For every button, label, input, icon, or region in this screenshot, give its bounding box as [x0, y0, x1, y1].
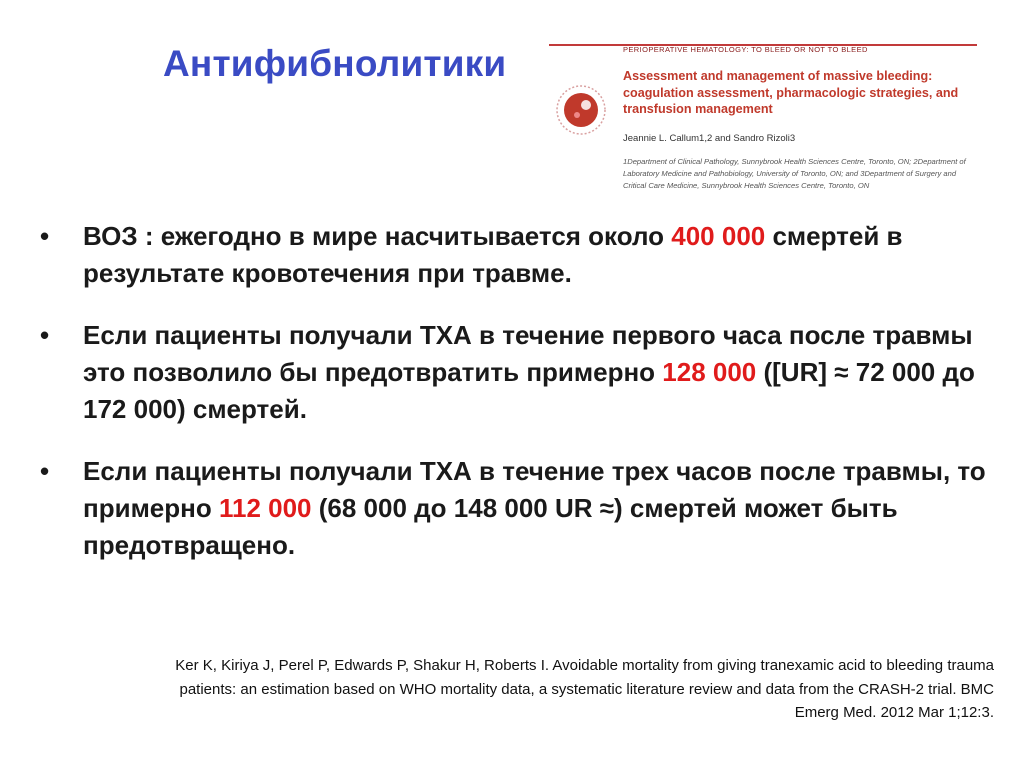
- article-authors: Jeannie L. Callum1,2 and Sandro Rizoli3: [623, 133, 796, 144]
- article-title: Assessment and management of massive bleeding: coagulation assessment, pharmacologic strategies, and transfusion management: [623, 69, 959, 116]
- article-affiliations: 1Department of Clinical Pathology, Sunnybrook Health Sciences Centre, Toronto, ON; 2Department of Laboratory Medicine and Pathobiology, University of Toronto, ON; and 3Department of Surgery and Critical Care Medicine, Sunnybrook Health Sciences Centre, Toronto, ON: [623, 157, 966, 190]
- bullet-item: [40, 453, 990, 564]
- bullet-highlight-number: 128 000: [662, 357, 757, 387]
- journal-series-label: PERIOPERATIVE HEMATOLOGY: TO BLEED OR NOT TO BLEED: [623, 45, 868, 54]
- bullet-text: смертей в результате кровотечения при травме.: [83, 221, 903, 288]
- bullet-text: Если пациенты получали ТХА в течение трех часов после травмы, то примерно: [83, 456, 986, 523]
- bullet-list: [40, 218, 990, 589]
- bullet-text: ВОЗ : ежегодно в мире насчитывается около: [83, 221, 672, 251]
- reference-citation: Ker K, Kiriya J, Perel P, Edwards P, Shakur H, Roberts I. Avoidable mortality from giving tranexamic acid to bleeding trauma patients: an estimation based on WHO mortality data, a systematic literature review and data from the CRASH-2 trial. BMC Emerg Med. 2012 Mar 1;12:3.: [175, 657, 994, 721]
- bullet-text: Если пациенты получали ТХА в течение первого часа после травмы это позволило бы предотвратить примерно: [83, 320, 973, 387]
- bullet-highlight-number: 112 000: [218, 493, 312, 523]
- article-header-image: [543, 38, 983, 203]
- bullet-marker: •: [40, 221, 50, 251]
- bullet-marker: •: [40, 320, 50, 350]
- society-logo-icon: [555, 84, 607, 136]
- slide-title: Антифибнолитики: [163, 43, 507, 84]
- bullet-text: ([UR] ≈ 72 000 до 172 000) смертей.: [83, 357, 975, 424]
- bullet-highlight-number: 400 000: [671, 221, 766, 251]
- bullet-text: (68 000 до 148 000 UR ≈) смертей может быть предотвращено.: [83, 493, 898, 560]
- bullet-item: [40, 317, 990, 428]
- bullet-marker: •: [40, 456, 50, 486]
- bullet-item: [40, 218, 990, 292]
